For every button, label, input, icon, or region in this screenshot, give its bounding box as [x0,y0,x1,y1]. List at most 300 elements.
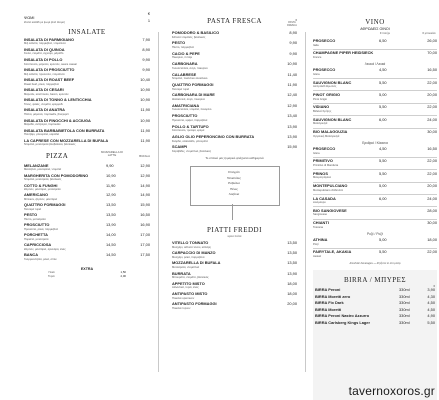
insalata-item-price: 11,90 [140,137,150,143]
divider-right [305,32,306,372]
white-title: Λευκοί / Λευκά [364,62,386,67]
extra-item [48,275,126,279]
piatti-item-name: MOZZARELLA DI BUFALA [172,260,221,266]
glass-header: € ποτήρι [380,32,390,35]
pasta-item [172,83,297,91]
piatti-item-desc: Μοσχάρι, ρόκα, παρμεζάνα [172,255,205,259]
rose-wine-item-desc: Ακακία [313,255,322,259]
pasta-item-price: 15,90 [287,144,297,150]
insalata-item-price: 9,90 [142,56,150,62]
insalata-item [24,108,150,116]
piatti-list [172,241,297,310]
insalata-item [24,88,150,96]
insalata-item-price: 10,40 [140,77,150,83]
beer-name: BIRRA Carlsberg Kings Lager [315,319,370,325]
red-wine-item-name: PRIMITIVO [313,158,333,164]
red-wine-item-bottle: 30,00 [427,220,437,226]
red-wine-item [313,221,437,229]
piatti-title: PIATTI FREDDI [207,226,262,235]
pizza-name: COTTO & FUNGHI [24,182,58,188]
white-list [313,68,437,138]
piatti-item-desc: Μοσχάρι, σάλτσα τόνου, κάπαρη [172,245,212,249]
piatti-item-price: 13,50 [287,260,297,266]
red-wine-item-bottle: 22,00 [427,158,437,164]
insalata-item-name: INSALATA DI QUINOA [24,46,65,52]
red-wine-item-desc: Ξινόμαυρο [313,201,326,205]
red-wine-item-desc: Primitivo di Manduria [313,163,339,167]
insalata-item-price: 7,90 [142,36,150,42]
piatti-item-price: 13,90 [287,270,297,276]
pasta-item-price: 13,90 [287,123,297,129]
red-title: Ερυθροί / Κόκκινα [362,140,388,145]
pizza-name: QUATTRO FORMAGGI [24,202,66,208]
red-wine-item-desc: Sangiovese [313,213,328,217]
watermark: tavernoxoros.gr [348,384,435,398]
insalata-item [24,119,150,127]
pasta-item-name: POLLO & TARTUFO [172,123,209,129]
frame-stem [232,204,233,220]
pizza-price-latte: 14,00 [106,232,116,238]
insalata-item-name: INSALATA DI ANATRA [24,107,65,113]
insalata-item [24,58,150,66]
pasta-header [172,17,297,31]
extra-price: 1,50 [120,270,126,275]
red-wine-item [313,147,437,155]
white-wine-item-name: SAUVIGNON BLANC [313,79,352,85]
white-wine-item [313,130,437,138]
sparkling-item-desc: Italia [313,43,319,47]
pasta-item-name: POMODORO & BASILICO [172,30,220,35]
piatti-item [172,272,297,280]
beer-price: 3,90 [427,287,435,292]
pasta-item-name: PESTO [172,40,186,46]
pasta-item-price: 13,90 [287,133,297,139]
insalata-item [24,129,150,137]
wine-rule [313,78,437,79]
red-wine-item [313,159,437,167]
column-right [313,0,437,400]
sparkling-item [313,39,437,47]
pizza-desc: Γκοργκοντζόλα, ρόκα, σπέκ [24,257,57,261]
insalata-item-desc: Κοτόπουλο, μαρούλι, κρουτόν, sauce caesar [24,62,78,66]
pizza-desc: Ζαμπόν, μανιτάρια, αγκινάρα, ελιές [24,248,66,251]
white-wine-item-glass: 4,50 [379,67,387,73]
pizza-name: BANCA [24,252,39,258]
pizza-price-bufala: 15,90 [140,202,150,208]
insalata-item-price: 8,90 [142,46,150,52]
pasta-item-desc: Καραβίδες, ντοματίνια, βασιλικός [172,149,212,153]
rose-list [313,238,437,258]
insalata-item-name: INSALATA DI FINOCCHI & ACCIUGA [24,117,91,123]
piatti-item [172,302,297,310]
white-wine-item-desc: Μαλαγουζιά [313,122,328,126]
extra-title: EXTRA [80,267,94,272]
white-wine-item-glass: 5,50 [379,79,387,85]
piatti-item-desc: Αλλαντικά, τυριά, ελιές [172,286,199,290]
pizza-price-bufala: 16,90 [140,222,150,228]
extra-list [24,271,150,279]
pasta-item-price: 11,90 [287,81,297,87]
red-wine-item-bottle: 22,00 [427,170,437,176]
pizza-price-bufala: 12,90 [140,172,150,178]
insalata-item-price: 10,90 [140,117,150,123]
rose-wine-item-bottle: 18,00 [427,237,437,243]
piatti-item-name: APPETITO MISTO [172,280,205,286]
red-wine-item [313,197,437,205]
beer-name: BIRRA Moretti [315,306,342,312]
insalate-title: INSALATE [68,27,106,36]
insalata-item-desc: Μάραθο, αντζούγια, πορτοκάλι [24,123,61,127]
red-wine-item-glass: 5,50 [379,170,387,176]
pizza-col1-header: MOZZARELLA DI LATTE [100,149,124,157]
white-wine-item-desc: Οργανική Μαλαγουζιά [313,134,340,138]
pasta-item-price: 12,90 [287,102,297,108]
white-wine-item-desc: Glera [313,72,320,76]
insalata-item-name: INSALATA DI PROSCIUTTO [24,67,75,73]
pizza-item [24,203,150,211]
insalata-item [24,38,150,46]
pizza-price-bufala: 17,50 [140,252,150,258]
white-wine-item-glass: 6,00 [379,116,387,122]
beer-euro: € [433,284,435,288]
insalata-item-name: INSALATA DI PARMIGIANO [24,36,74,42]
insalata-item-name: INSALATA DI POLLO [24,56,63,62]
insalate-list [24,38,150,147]
pasta-item-price: 10,90 [287,61,297,67]
white-wine-item-bottle: 24,00 [427,116,437,122]
pizza-name: MARGHERITA CON POMODORINO [24,172,89,178]
pasta-item [172,41,297,49]
pasta-item-name: AGLIO OLIO PEPERONCINO CON BURRATA [172,133,255,139]
pasta-item-name: AMATRICIANA [172,102,200,108]
pasta-item [172,145,297,153]
pasta-item-price: 13,40 [287,113,297,119]
piatti-item-price: 18,00 [287,280,297,286]
rose-wine-item-name: ATHINA [313,237,328,243]
pizza-desc: Τέσσερα τυριά [24,208,42,212]
column-left [24,0,150,400]
sparkling-item-name: PROSECCO [313,38,336,43]
insalata-item-name: INSALATA BARBABIETOLA CON BURRATA [24,127,105,133]
pasta-item-price: 11,40 [287,71,297,77]
pasta-item-price: 8,90 [289,30,297,35]
white-wine-item-name: BIO MALAGOUZIA [313,129,348,135]
white-wine-item [313,93,437,101]
pasta-item [172,31,297,39]
white-wine-item-glass: 5,00 [379,91,387,97]
beer-name: BIRRA Moretti zero [315,293,351,299]
pizza-desc: Μπέικον, ζαμπόν, μανιτάρια [24,198,58,202]
sparkling-item-name: CHAMPAGNE PIPER HEIDSIECK [313,50,374,56]
sparkling-item-desc: France [313,55,322,59]
piatti-item-desc: Μοτσαρέλα, ντοματίνια [172,266,200,270]
bread-desc: Ζεστό καλάθι με ψωμί (ανά άτομο) [24,20,65,24]
pizza-item [24,174,150,182]
pizza-desc: Πέστο, μοτσαρέλα [24,218,46,222]
piatti-item-name: VITELLO TONNATO [172,240,209,246]
column-middle [172,0,297,400]
bread-name: ΨΩΜΙ [24,15,35,20]
pizza-title: PIZZA [46,151,69,160]
piatti-item-name: BURRATA [172,270,191,276]
insalata-item-desc: Πάπια, μαρούλι, πορτοκάλι, βινεγκρέτ [24,113,69,117]
pizza-price-bufala: 12,90 [140,162,150,168]
beer-size: 330ml [399,287,410,292]
piatti-item [172,282,297,290]
white-wine-item-bottle: 20,00 [427,91,437,97]
pizza-item [24,223,150,231]
rose-wine-item-bottle: 22,00 [427,249,437,255]
pasta-item-price: 9,90 [289,40,297,46]
rose-wine-item-glass: 5,00 [379,237,387,243]
pasta-item-desc: Πέστο, παρμεζάνα [172,45,194,49]
red-wine-item-bottle: 16,50 [427,145,437,151]
pizza-name: CAPRICCIOSA [24,242,52,248]
pizza-item [24,243,150,251]
beer-price: 4,50 [427,300,435,306]
piatti-item [172,261,297,269]
pasta-item-price: 12,40 [287,92,297,98]
pizza-name: PESTO [24,212,38,218]
red-wine-item [313,184,437,192]
pasta-item-name: CACIO & PEPE [172,50,200,56]
pasta-item-desc: Σκόρδο, ελαιόλαδο, μπουράτα [172,139,208,143]
pizza-item [24,233,150,241]
red-wine-item-name: PRINOS [313,170,328,176]
white-wine-item [313,105,437,113]
beer-name: BIRRA Fix Dark [315,300,344,306]
pasta-item [172,125,297,133]
red-wine-item-glass: 4,50 [379,145,387,151]
sparkling-item-glass: 6,50 [379,38,387,43]
vino-sub: ΑΦΡΩΔΕΙΣ ΟΙΝΟΙ [360,27,390,31]
piatti-item-price: 20,00 [287,301,297,307]
wine-rule [313,219,437,220]
pasta-shapes-box [172,164,297,224]
rose-wine-item [313,250,437,258]
piatti-item-desc: Μπουράτα, ντομάτα, βασιλικός [172,276,209,280]
white-wine-item-glass: 5,50 [379,104,387,110]
bottle-header: € μπουκάλι [422,32,436,35]
pasta-shape: Σπαγγέτι [228,170,240,175]
insalata-item-desc: Μαρούλι, κοτόπουλο, bacon, κρουτόν [24,92,69,96]
red-wine-item-bottle: 28,00 [427,207,437,213]
sparkling-list [313,39,437,59]
pizza-desc: Ντομάτα, μοτσαρέλα, βασιλικός [24,178,62,182]
pasta-shape: Λαζάνια [228,192,240,197]
red-wine-item-name: MONTEPULCIANO [313,183,348,189]
pizza-price-latte: 9,90 [106,162,114,168]
pasta-item-name: CALABRESE [172,71,197,77]
pasta-item-desc: Πεκορίνο, πιπέρι [172,56,193,60]
pasta-item-desc: Προσούτο, κρέμα, παρμεζάνα [172,118,208,122]
beer-size: 330ml [399,319,410,325]
pasta-item [172,93,297,101]
red-wine-item-glass: 5,50 [379,158,387,164]
white-wine-item-desc: Ασπρολίθι Ωρωπός [313,85,337,89]
euro-header: € [147,11,150,16]
pasta-item-desc: Ντομάτα, πικάντικο λουκάνικο [172,77,208,81]
pasta-item-name: CARBONARA DI MARE [172,92,215,98]
white-wine-item-name: PROSECCO [313,67,336,73]
white-wine-item-desc: Βιδιανό Κρήτης [313,109,332,113]
sparkling-item-bottle: 70,00 [427,50,437,56]
white-wine-item-desc: Pinot Grigio [313,97,328,101]
pizza-desc: Προσούτο, ρόκα, παρμεζάνα [24,228,59,232]
white-wine-item-name: SAUVIGNON BLANC [313,116,352,122]
bread-item [24,11,150,24]
pasta-item-desc: Θαλασσινά, αυγό, πεκορίνο [172,97,205,101]
extra-name: Τυριά [48,275,55,279]
piatti-item-desc: Ποικιλία ορεκτικών [172,296,195,300]
insalata-item-desc: Τόνος, φακές, ντομάτα, κρεμμύδι [24,102,63,106]
pasta-item-price: 9,90 [289,50,297,56]
pizza-item [24,213,150,221]
pizza-price-bufala: 14,90 [140,182,150,188]
pizza-desc: Πορκέτα, μοτσαρέλα [24,238,49,242]
white-wine-item-bottle: 30,00 [427,129,437,135]
pasta-item-name: QUATTRO FORMAGGI [172,81,214,87]
red-wine-item-bottle: 24,00 [427,195,437,201]
white-wine-item-bottle: 22,00 [427,104,437,110]
insalata-item-desc: Κινόα, ντομάτα, αγγούρι, μάραθο [24,52,64,56]
rose-wine-item-desc: Ροζέ [313,242,319,246]
pizza-list [24,164,150,262]
pizza-price-latte: 13,90 [106,222,116,228]
red-wine-item-name: PROSECCO [313,145,336,151]
sparkling-item [313,51,437,59]
insalata-item-name: INSALATA DI TONNO & LENTICCHIA [24,97,92,103]
red-wine-item [313,172,437,180]
red-wine-item-name: CHIANTI [313,220,329,226]
red-wine-item-name: BIO SANGIOVESE [313,207,347,213]
pizza-item [24,193,150,201]
piatti-item-name: CARPACCIO DI MANZO [172,250,216,256]
insalata-item-desc: Παντζάρι, μπουράτα, καρύδια [24,133,60,137]
pasta-note: PASTA FRESCA [287,21,297,27]
red-wine-item-bottle: 20,00 [427,183,437,189]
piatti-item-price: 13,50 [287,250,297,256]
pizza-price-bufala: 17,00 [140,232,150,238]
pasta-item [172,114,297,122]
pizza-col2-header: BUFALA [139,153,150,158]
pasta-item-name: CARBONARA [172,61,198,67]
piatti-item-price: 18,00 [287,291,297,297]
pasta-list [172,31,297,153]
insalata-item-price: 11,90 [140,127,150,133]
pizza-price-bufala: 17,00 [140,242,150,248]
insalata-item-name: LA CAPRESE CON MOZZARELLA DI BUFALA [24,137,109,143]
white-wine-item-bottle: 22,00 [427,79,437,85]
red-wine-item-desc: Montepulciano d'Abruzzo [313,188,344,192]
red-wine-item-name: LA CASADA [313,195,336,201]
red-list [313,147,437,229]
beer-price: 4,50 [427,306,435,312]
piatti-item [172,292,297,300]
rose-wine-item [313,238,437,246]
wine-rule [313,103,437,104]
pasta-item-name: PROSCIUTTO [172,113,198,119]
pizza-header [24,150,150,164]
vino-title: VINO [365,18,385,26]
pizza-item [24,253,150,261]
piatti-item-name: ANTIPASTO MISTO [172,291,208,297]
pizza-price-latte: 13,50 [106,212,116,218]
pizza-price-latte: 14,50 [106,252,116,258]
red-wine-item-desc: Μαυροτράγανο [313,176,332,180]
insalata-item [24,68,150,76]
pasta-item [172,73,297,81]
red-wine-item-glass: 5,00 [379,183,387,189]
pasta-item-desc: Γκουαντσιάλε, αυγό, πεκορίνο [172,66,208,70]
piatti-item-name: ANTIPASTO FORMAGGI [172,301,217,307]
extra-price: 2,00 [120,274,126,279]
beer-size: 330ml [399,293,410,299]
rose-title: Ροζέ / Ροζέ [366,232,384,237]
beer-size: 330ml [399,300,410,306]
pasta-item-desc: Κοτόπουλο, τρούφα, κρέμα [172,129,205,133]
pasta-item [172,52,297,60]
rose-wine-item-glass: 5,50 [379,249,387,255]
insalata-item-name: INSALATA DI CESARI [24,87,64,93]
insalata-item-price: 10,90 [140,87,150,93]
beer-price: 4,90 [427,313,435,319]
beer-price: 4,30 [427,293,435,299]
insalata-item-price: 9,90 [142,67,150,73]
white-wine-item [313,81,437,89]
wine-note: Alcoholic beverages — Ζητήστε το στο μπαρ [349,262,401,266]
pasta-item-desc: Γκουαντσιάλε, ντομάτα, πεκορίνο [172,108,212,112]
beer-title: BIRRA / ΜΠΥΡΕΣ [343,276,407,284]
beer-item [315,321,435,328]
pizza-item [24,164,150,172]
pasta-shape: Ραβιόλια [228,181,240,186]
piatti-item [172,251,297,259]
pasta-title: PASTA FRESCA [207,17,262,25]
red-wine-item [313,209,437,217]
red-wine-item-desc: Glera [313,151,320,155]
beer-name: BIRRA Peroni Nastro Azzurro [315,313,370,319]
insalata-item-desc: Μιξ σαλάτα, παρμεζάνα, ντοματίνια [24,42,66,46]
beer-size: 330ml [399,306,410,312]
pizza-price-latte: 10,90 [106,172,116,178]
wine-rule [313,194,437,195]
pizza-name: PROSCIUTTO [24,222,50,228]
insalata-item-desc: Roast beef, ρόκα, παρμεζάνα [24,82,59,86]
pasta-item-name: SCAMPI [172,144,188,150]
pasta-item [172,135,297,143]
pasta-footer: Το σπιτικό μας ζυμαρικό φτιάχνεται καθημερινά [205,156,264,161]
pasta-shape: Ταλιατέλες [227,175,241,180]
white-wine-item [313,68,437,76]
insalata-item-price: 11,90 [140,107,150,113]
insalata-item [24,48,150,56]
extra-name: Υλικά [48,271,55,275]
insalata-item [24,139,150,147]
white-wine-item-name: PINOT GRIGIO [313,91,341,97]
insalata-item [24,78,150,86]
pizza-name: PORCHETTA [24,232,48,238]
beer-name: BIRRA Peroni [315,287,341,292]
pizza-desc: Μελιτζάνα, μοτσαρέλα, ντομάτα [24,168,62,172]
piatti-item-price: 13,50 [287,240,297,246]
beer-price: 5,50 [427,319,435,325]
wine-rule [313,169,437,170]
pizza-price-latte: 12,90 [106,192,116,198]
white-wine-item [313,118,437,126]
red-wine-item-desc: Toscana [313,225,324,229]
pasta-item-desc: Τέσσερα τυριά [172,87,190,91]
